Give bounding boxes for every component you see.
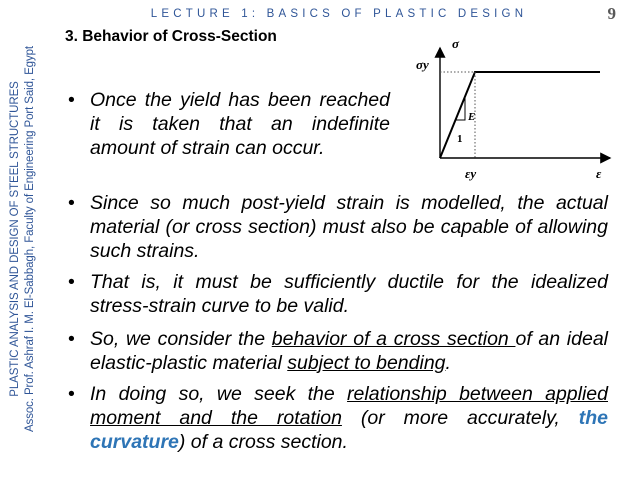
bullet-marker: • [68,89,75,111]
section-title: 3. Behavior of Cross-Section [65,28,277,45]
bullet-marker: • [68,383,75,405]
bullet-relationship [68,382,608,454]
page-number: 9 [607,4,616,23]
author-affiliation: Assoc. Prof. Ashraf I. M. El-Sabbagh, Faculty of Engineering Port Said, Egypt [24,45,36,433]
course-title: PLASTIC ANALYSIS AND DESIGN OF STEEL STRUCTURES [9,81,21,397]
stress-strain-graph [410,36,625,186]
epsilon-axis-label: ε [596,166,602,181]
highlighted-phrase: the curvature [90,407,608,453]
bullet-text-pre: In doing so, we seek the [90,383,348,405]
sidebar-vertical-text [4,0,54,478]
modulus-label: E [468,111,476,123]
underlined-phrase: subject to bending [287,352,446,374]
elastic-plastic-curve [440,72,600,158]
bullet-text: Once the yield has been reached it is taken that an indefinite amount of strain can occur. [90,89,390,159]
eps-y-label: εy [465,166,477,181]
underlined-phrase: relationship between applied moment and the rotation [90,383,608,429]
sigma-y-label: σy [416,57,429,72]
slope-run-label: 1 [457,133,463,145]
bullet-yield [68,88,390,160]
bullet-text: Since so much post-yield strain is modelled, the actual material (or cross section) must also be capable of allowing such strains. [90,192,608,262]
bullet-consider [68,327,608,375]
bullet-marker: • [68,271,75,293]
bullet-marker: • [68,328,75,350]
bullet-ductility [68,270,608,318]
sigma-axis-label: σ [452,36,460,51]
bullet-text-pre: So, we consider the [90,328,272,350]
bullet-text-mid: of an ideal elastic-plastic material [90,328,608,374]
lecture-title: LECTURE 1: BASICS OF PLASTIC DESIGN [150,8,528,20]
bullet-text-post: . [445,352,451,374]
lecture-header [0,8,638,20]
bullet-text-post: ) of a cross section. [178,431,348,453]
underlined-phrase: behavior of a cross section [271,328,516,350]
bullet-marker: • [68,192,75,214]
bullet-text: That is, it must be sufficiently ductile for the idealized stress-strain curve to be valid. [90,271,608,317]
bullet-text-mid: (or more accurately, [341,407,579,429]
bullet-post-yield [68,191,608,263]
